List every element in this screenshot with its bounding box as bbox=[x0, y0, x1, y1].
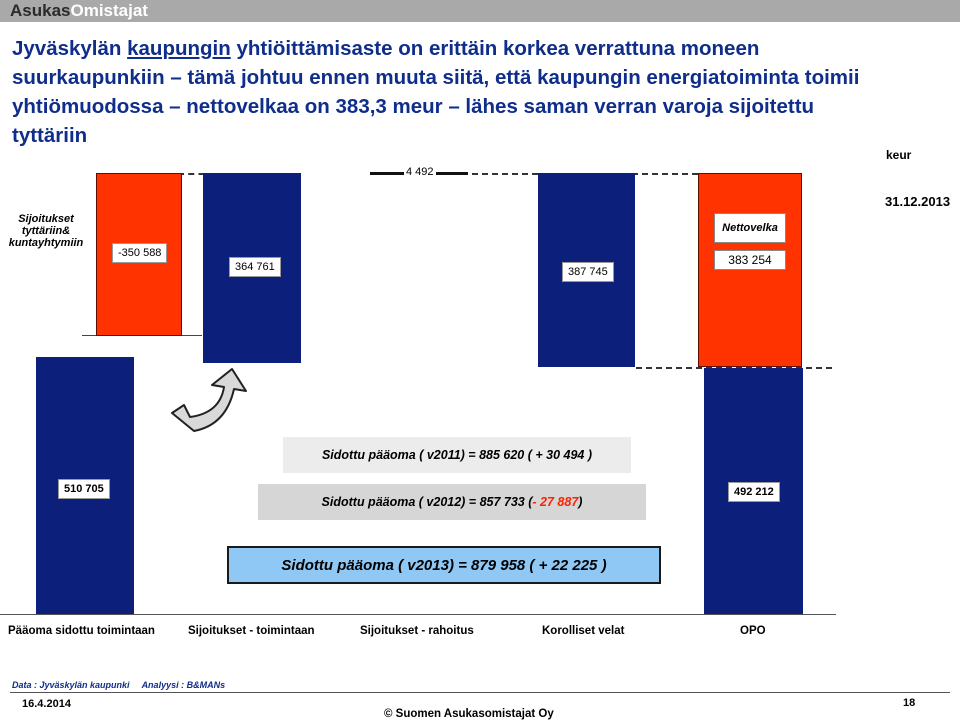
brand-logo bbox=[10, 1, 148, 21]
category-label-paaoma: Pääoma sidottu toimintaan bbox=[8, 625, 155, 637]
source-analysis: Analyysi : B&MANs bbox=[141, 680, 226, 690]
value-label-387745: 387 745 bbox=[562, 262, 614, 282]
summary-2012 bbox=[258, 484, 646, 520]
brand-part-2: Omistajat bbox=[70, 1, 148, 20]
title-underlined: kaupungin bbox=[127, 37, 231, 60]
bar-korolliset-velat bbox=[698, 173, 802, 367]
source-line bbox=[12, 680, 237, 690]
footer-copyright: © Suomen Asukasomistajat Oy bbox=[384, 708, 554, 720]
category-label-korolliset-velat: Korolliset velat bbox=[542, 625, 625, 637]
category-label-opo: OPO bbox=[740, 625, 766, 637]
value-label-364761: 364 761 bbox=[229, 257, 281, 277]
page-number: 18 bbox=[903, 697, 916, 709]
summary-2012-neg: - 27 887 bbox=[532, 495, 579, 509]
summary-2012-post: ) bbox=[578, 495, 583, 509]
summary-2011: Sidottu pääoma ( v2011) = 885 620 ( + 30 494 ) bbox=[283, 437, 631, 473]
title-post: yhtiöittämisaste on erittäin korkea verrattuna moneen suurkaupunkiin – tämä johtuu ennen muuta siitä, että kaupungin energiatoiminta toimii yhtiömuodossa – nettovelkaa on 383,3 meur – lähes saman verran varoja sijoitettu tyttäriin bbox=[12, 37, 860, 147]
value-label-510705: 510 705 bbox=[58, 479, 110, 499]
category-label-sijoitukset-rahoitus: Sijoitukset - rahoitus bbox=[360, 625, 474, 637]
net-debt-label: Nettovelka bbox=[714, 213, 786, 243]
side-label: Sijoitukset tyttäriin& kuntayhtymiin bbox=[8, 213, 84, 249]
source-data: Data : Jyväskylän kaupunki bbox=[12, 680, 130, 690]
footer-date: 16.4.2014 bbox=[22, 698, 71, 710]
net-debt-value: 383 254 bbox=[714, 250, 786, 270]
title-pre: Jyväskylän bbox=[12, 37, 128, 60]
slide-title bbox=[12, 34, 872, 150]
value-label-492212: 492 212 bbox=[728, 482, 780, 502]
summary-2013: Sidottu pääoma ( v2013) = 879 958 ( + 22 225 ) bbox=[227, 546, 661, 584]
date-label: 31.12.2013 bbox=[885, 194, 951, 209]
chart-baseline bbox=[0, 614, 836, 615]
unit-label: keur bbox=[886, 148, 912, 162]
value-label-neg-350588: -350 588 bbox=[112, 243, 167, 263]
top-bar bbox=[0, 0, 960, 22]
curved-arrow-icon bbox=[168, 367, 260, 435]
value-label-4492: 4 492 bbox=[406, 166, 434, 178]
brand-part-1: Asukas bbox=[10, 1, 71, 20]
connector-line-4492-left bbox=[370, 172, 404, 175]
connector-line-4492-right bbox=[436, 172, 468, 175]
summary-2012-pre: Sidottu pääoma ( v2012) = 857 733 ( bbox=[321, 495, 533, 509]
category-label-sijoitukset-toimintaan: Sijoitukset - toimintaan bbox=[188, 625, 315, 637]
footer-divider bbox=[10, 692, 950, 693]
